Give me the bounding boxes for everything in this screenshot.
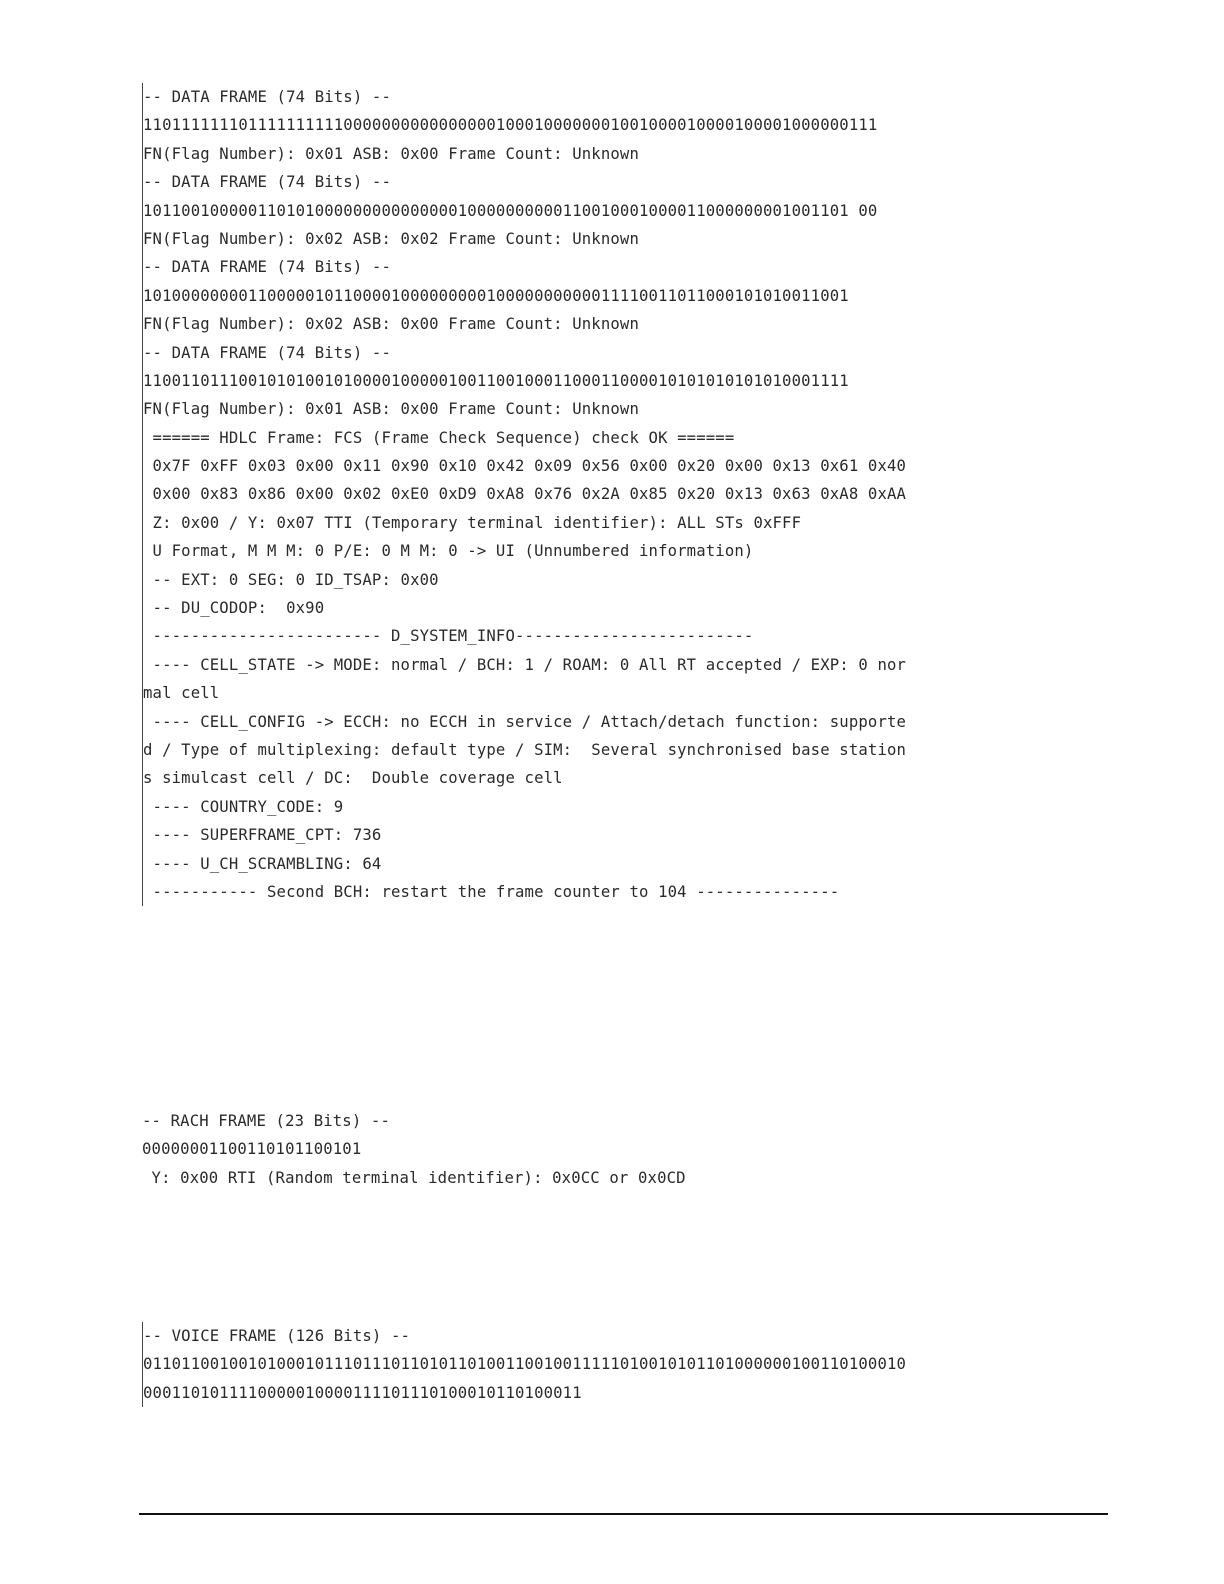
log-line: ---- U_CH_SCRAMBLING: 64 — [143, 854, 382, 873]
log-line: FN(Flag Number): 0x02 ASB: 0x02 Frame Count: Unknown — [143, 229, 639, 248]
log-line: Z: 0x00 / Y: 0x07 TTI (Temporary terminal identifier): ALL STs 0xFFF — [143, 513, 802, 532]
log-line: s simulcast cell / DC: Double coverage cell — [143, 769, 563, 788]
log-line: -- DATA FRAME (74 Bits) -- — [143, 173, 391, 192]
log-line: 0x00 0x83 0x86 0x00 0x02 0xE0 0xD9 0xA8 0x76 0x2A 0x85 0x20 0x13 0x63 0xA8 0xAA — [143, 485, 907, 504]
log-line: 10100000000110000010110000100000000010000000000011110011011000101010011001 — [143, 286, 849, 305]
log-line: 11011111110111111111100000000000000001000100000001001000010000100001000000111 — [143, 116, 878, 135]
footer-divider — [139, 1513, 1108, 1515]
log-line: U Format, M M M: 0 P/E: 0 M M: 0 -> UI (Unnumbered information) — [143, 542, 754, 561]
log-line: ====== HDLC Frame: FCS (Frame Check Sequence) check OK ====== — [143, 428, 735, 447]
log-line: 00000001100110101100101 — [142, 1140, 362, 1159]
voice-frame-log — [142, 1322, 1043, 1407]
log-line: 0x7F 0xFF 0x03 0x00 0x11 0x90 0x10 0x42 0x09 0x56 0x00 0x20 0x00 0x13 0x61 0x40 — [143, 457, 907, 476]
data-frame-log — [142, 83, 1043, 906]
log-line: 01101100100101000101110111011010110100110010011111010010101101000000100110100010 — [143, 1355, 907, 1374]
log-line: -- DATA FRAME (74 Bits) -- — [143, 88, 391, 106]
log-line: 10110010000011010100000000000000010000000000110010001000011000000001001101 00 — [143, 201, 878, 220]
log-line: -- DATA FRAME (74 Bits) -- — [143, 343, 391, 362]
log-line: ----------- Second BCH: restart the frame counter to 104 --------------- — [143, 882, 840, 901]
log-line: ---- COUNTRY_CODE: 9 — [143, 797, 344, 816]
rach-frame-log — [142, 1107, 842, 1192]
log-line: FN(Flag Number): 0x01 ASB: 0x00 Frame Count: Unknown — [143, 400, 639, 419]
log-line: FN(Flag Number): 0x01 ASB: 0x00 Frame Count: Unknown — [143, 144, 639, 163]
log-line: ------------------------ D_SYSTEM_INFO------------------------- — [143, 627, 754, 646]
log-line: Y: 0x00 RTI (Random terminal identifier): 0x0CC or 0x0CD — [142, 1168, 686, 1187]
log-line: ---- CELL_CONFIG -> ECCH: no ECCH in service / Attach/detach function: supporte — [143, 712, 907, 731]
log-line: mal cell — [143, 684, 220, 703]
log-line: ---- SUPERFRAME_CPT: 736 — [143, 826, 382, 845]
log-line: ---- CELL_STATE -> MODE: normal / BCH: 1 / ROAM: 0 All RT accepted / EXP: 0 nor — [143, 655, 907, 674]
log-line: -- DATA FRAME (74 Bits) -- — [143, 258, 391, 277]
log-line: -- RACH FRAME (23 Bits) -- — [142, 1112, 390, 1130]
log-line: 0001101011110000010000111101110100010110100011 — [143, 1383, 582, 1402]
log-line: -- DU_CODOP: 0x90 — [143, 599, 325, 618]
log-line: 11001101110010101001010000100000100110010001100011000010101010101010001111 — [143, 371, 849, 390]
log-line: -- EXT: 0 SEG: 0 ID_TSAP: 0x00 — [143, 570, 439, 589]
log-line: d / Type of multiplexing: default type / SIM: Several synchronised base station — [143, 740, 907, 759]
log-line: FN(Flag Number): 0x02 ASB: 0x00 Frame Count: Unknown — [143, 315, 639, 334]
log-line: -- VOICE FRAME (126 Bits) -- — [143, 1327, 411, 1345]
